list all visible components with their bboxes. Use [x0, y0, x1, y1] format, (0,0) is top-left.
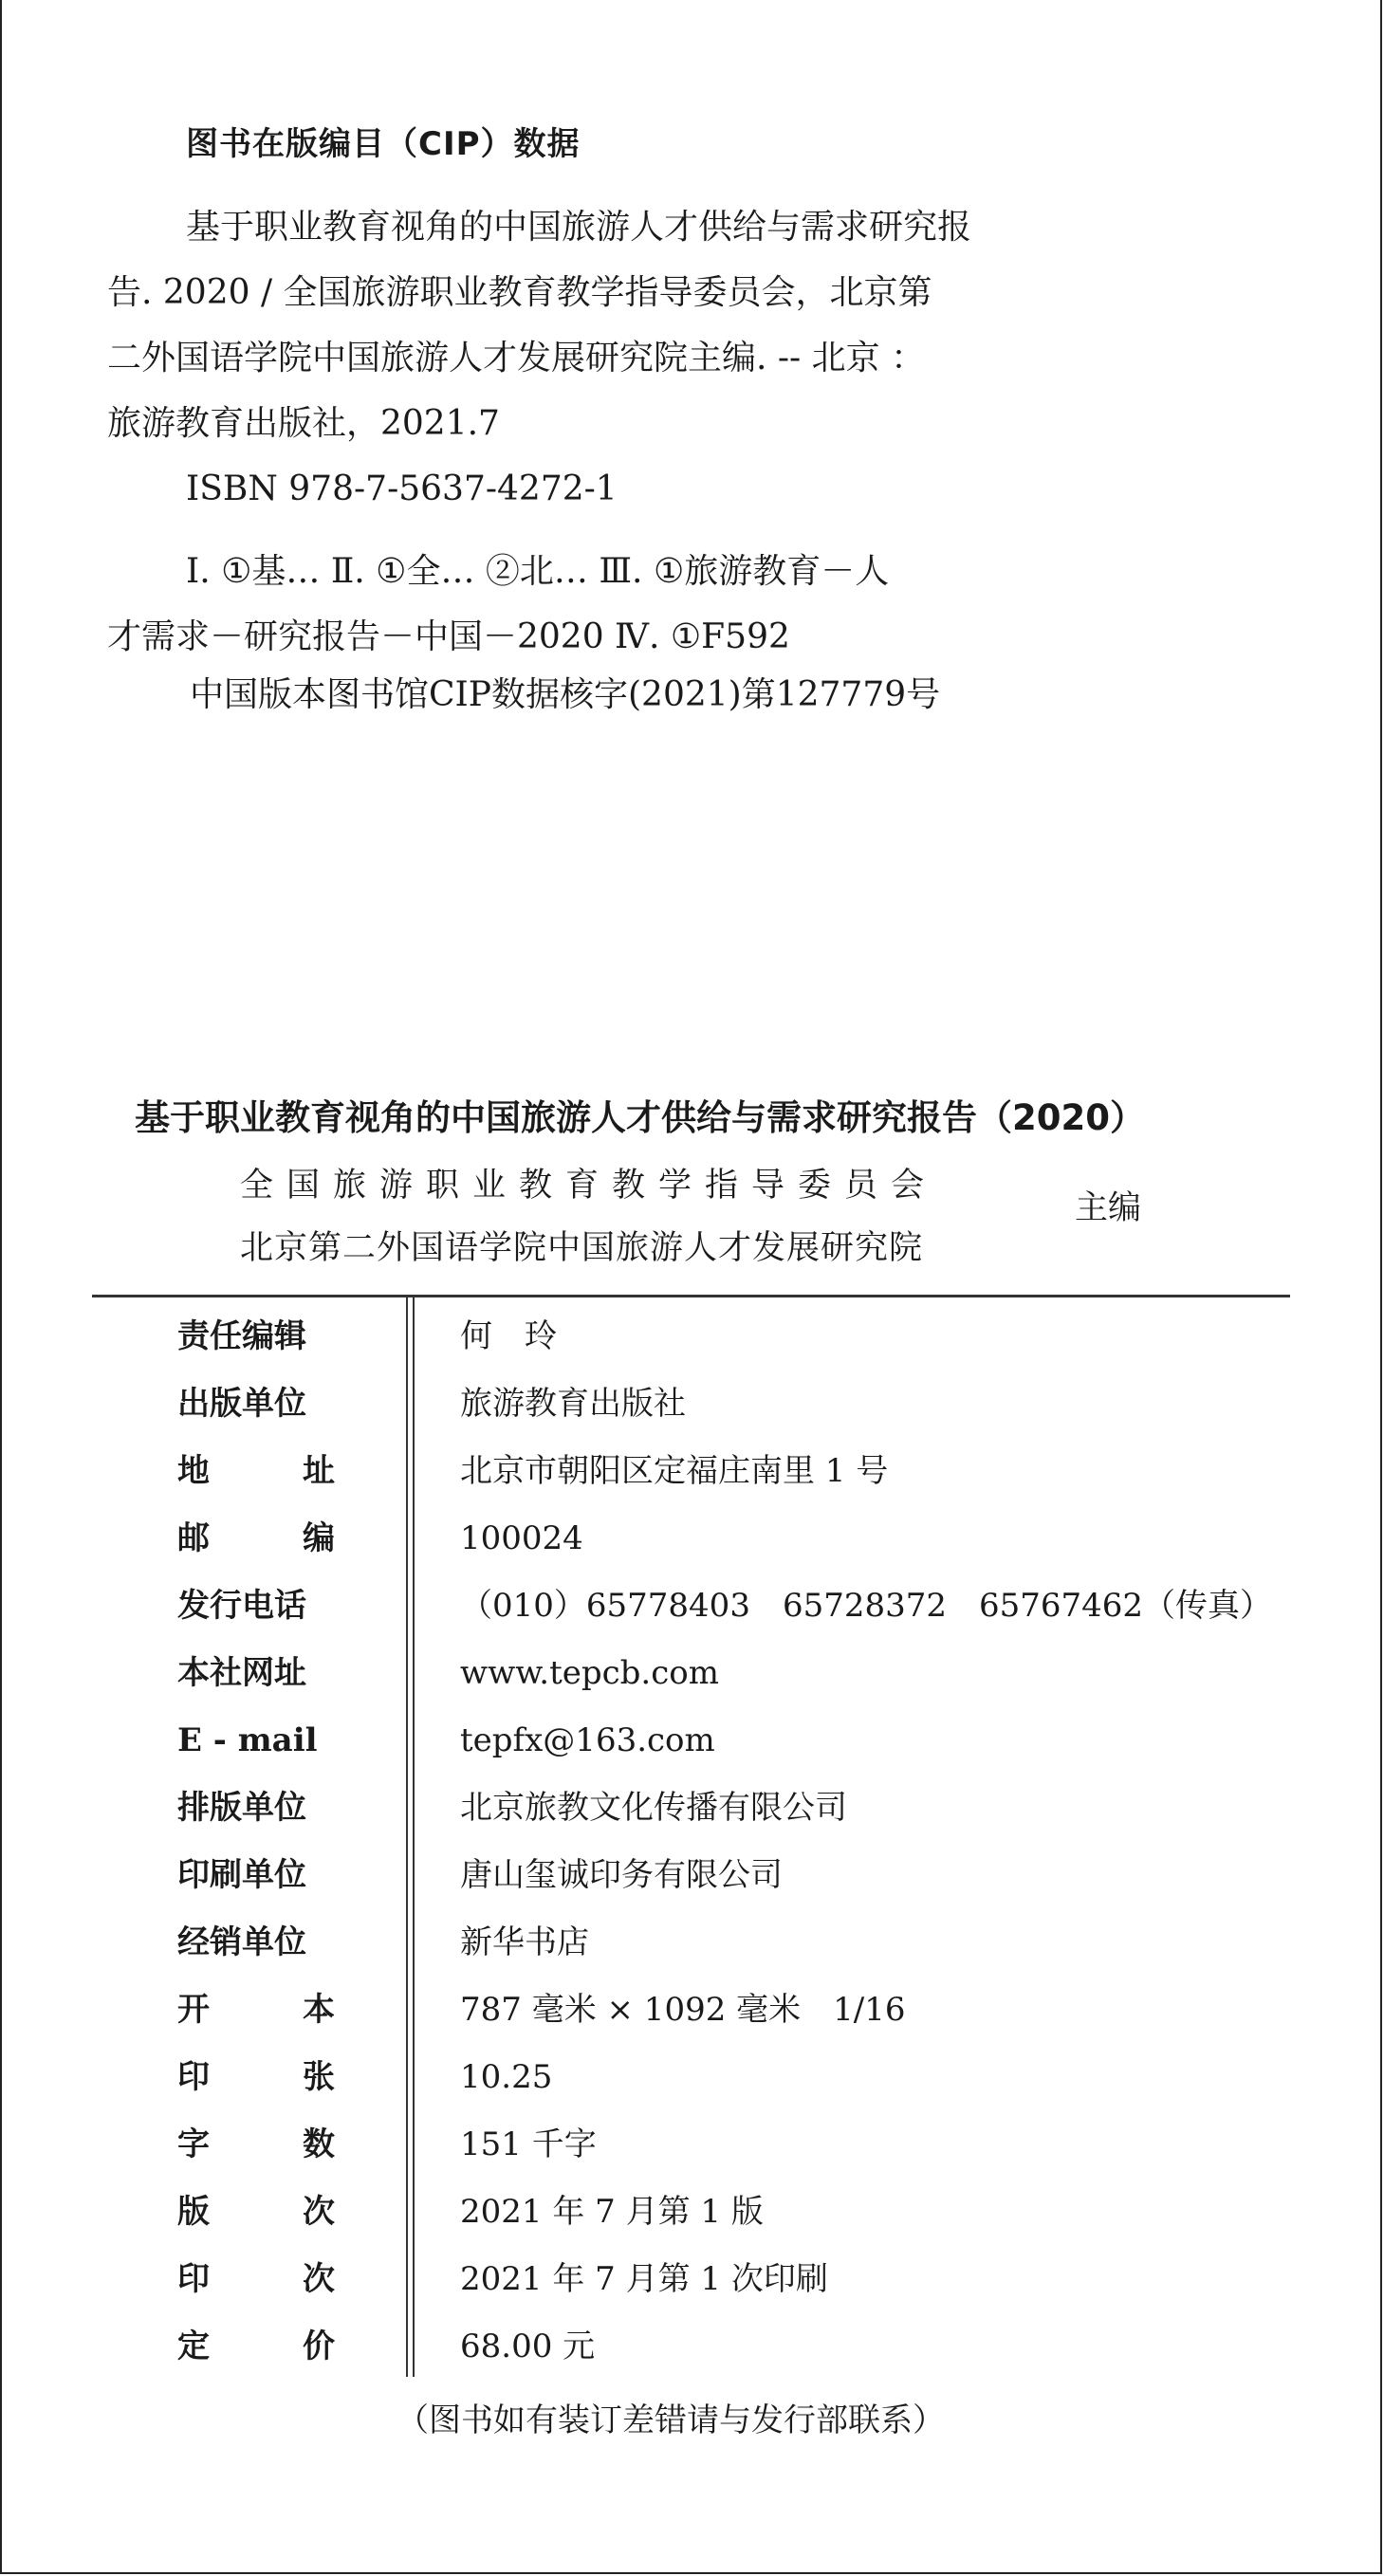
info-label: 开 本	[177, 1991, 335, 2029]
info-row	[0, 1573, 1384, 1640]
info-value: 旅游教育出版社	[460, 1385, 686, 1423]
info-value: 北京市朝阳区定福庄南里 1 号	[460, 1452, 889, 1490]
info-value: （010）65778403 65728372 65767462（传真）	[460, 1587, 1273, 1625]
email-value: tepfx@163.com	[460, 1721, 715, 1759]
editor-role: 主编	[1075, 1189, 1142, 1227]
info-value: 北京旅教文化传播有限公司	[460, 1789, 847, 1827]
info-row	[0, 1775, 1384, 1842]
book-title: 基于职业教育视角的中国旅游人才供给与需求研究报告（2020）	[135, 1097, 1145, 1138]
info-row	[0, 2246, 1384, 2313]
info-label: E - mail	[177, 1721, 318, 1759]
info-row	[0, 2044, 1384, 2111]
info-label: 印刷单位	[177, 1856, 306, 1894]
cip-record	[107, 194, 1132, 670]
info-label: 经销单位	[177, 1923, 306, 1961]
info-label: 发行电话	[177, 1587, 306, 1625]
cip-line: 告. 2020 / 全国旅游职业教育教学指导委员会，北京第	[107, 273, 932, 312]
info-value: 100024	[460, 1519, 583, 1557]
cip-line: 二外国语学院中国旅游人才发展研究院主编. -- 北京 ：	[107, 339, 926, 377]
footer-note: （图书如有装订差错请与发行部联系）	[397, 2401, 945, 2439]
info-value: 2021 年 7 月第 1 次印刷	[460, 2260, 828, 2298]
info-row	[0, 2111, 1384, 2179]
info-value: 2021 年 7 月第 1 版	[460, 2193, 764, 2231]
info-label: 印 次	[177, 2260, 335, 2298]
info-label: 排版单位	[177, 1789, 306, 1827]
info-row	[0, 1842, 1384, 1909]
cip-line: 基于职业教育视角的中国旅游人才供给与需求研究报	[186, 208, 972, 247]
divider-rule	[92, 1295, 1290, 1297]
info-label: 定 价	[177, 2328, 335, 2365]
info-row	[0, 1707, 1384, 1775]
info-row	[0, 1303, 1384, 1371]
info-value: 新华书店	[460, 1923, 589, 1961]
classification-line: 才需求－研究报告－中国－2020 Ⅳ. ①F592	[107, 617, 790, 656]
info-row	[0, 1977, 1384, 2044]
isbn: ISBN 978-7-5637-4272-1	[186, 469, 618, 508]
classification-line: Ⅰ. ①基… Ⅱ. ①全… ②北… Ⅲ. ①旅游教育－人	[186, 552, 890, 591]
info-row	[0, 2313, 1384, 2381]
price-value: 68.00 元	[460, 2328, 596, 2365]
cip-verification: 中国版本图书馆CIP数据核字(2021)第127779号	[190, 675, 941, 714]
cip-heading: 图书在版编目（CIP）数据	[186, 125, 581, 163]
info-row	[0, 1909, 1384, 1977]
info-row	[0, 1640, 1384, 1707]
info-row	[0, 1505, 1384, 1573]
info-value: 151 千字	[460, 2125, 597, 2163]
editor-name: 北京第二外国语学院中国旅游人才发展研究院	[240, 1229, 924, 1267]
info-value: 何 玲	[460, 1317, 557, 1355]
info-row	[0, 1438, 1384, 1505]
editor-name: 全国旅游职业教育教学指导委员会	[240, 1167, 938, 1205]
info-label: 本社网址	[177, 1654, 306, 1692]
info-value: 787 毫米 × 1092 毫米 1/16	[460, 1991, 906, 2029]
info-value: 唐山玺诚印务有限公司	[460, 1856, 783, 1894]
info-label: 邮 编	[177, 1519, 335, 1557]
info-label: 出版单位	[177, 1385, 306, 1423]
cip-line: 旅游教育出版社，2021.7	[107, 404, 500, 443]
info-label: 版 次	[177, 2193, 335, 2231]
info-label: 责任编辑	[177, 1317, 306, 1355]
info-label: 地 址	[177, 1452, 335, 1490]
info-row	[0, 1371, 1384, 1438]
info-label: 字 数	[177, 2125, 335, 2163]
info-value: 10.25	[460, 2058, 553, 2096]
info-label: 印 张	[177, 2058, 335, 2096]
website-value: www.tepcb.com	[460, 1654, 719, 1692]
info-row	[0, 2179, 1384, 2246]
